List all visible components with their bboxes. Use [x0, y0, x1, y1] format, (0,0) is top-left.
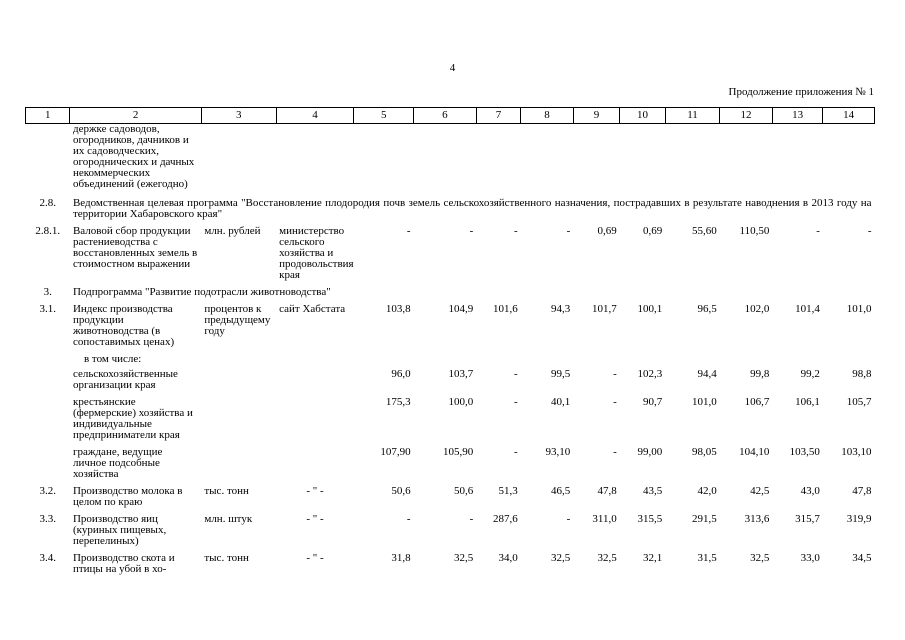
value-cell	[414, 124, 477, 191]
table-row	[26, 281, 875, 298]
value-cell	[665, 124, 720, 191]
unit-cell	[201, 391, 276, 441]
row-number	[26, 124, 70, 191]
value-cell: 106,7	[744, 396, 770, 408]
value-cell: 47,8	[597, 485, 617, 497]
unit-cell: млн. рублей	[204, 225, 261, 237]
indicator-name: граждане, ведущие личное подсобные хозяйства	[72, 446, 163, 480]
unit-cell: процентов к предыдущему году	[204, 303, 271, 337]
value-cell: 104,10	[739, 446, 770, 458]
value-cell: 32,5	[597, 552, 617, 564]
value-cell: 291,5	[692, 513, 717, 525]
indicator-name: Валовой сбор продукции растениеводства с восстановленных земель в стоимостном выражении	[72, 225, 198, 270]
table-row	[26, 391, 875, 441]
page-number: 4	[449, 62, 456, 74]
source-cell	[276, 391, 354, 441]
value-cell: -	[613, 368, 617, 380]
value-cell	[354, 348, 414, 365]
value-cell: -	[514, 396, 518, 408]
value-cell: 102,0	[744, 303, 770, 315]
value-cell: 47,8	[852, 485, 872, 497]
value-cell	[476, 124, 520, 191]
value-cell: 101,6	[492, 303, 518, 315]
value-cell	[620, 348, 665, 365]
source-cell: сайт Хабстата	[279, 303, 346, 315]
value-cell: 94,3	[551, 303, 571, 315]
value-cell: 103,8	[385, 303, 411, 315]
value-cell: -	[816, 225, 820, 237]
value-cell: 99,5	[551, 368, 571, 380]
header-cell: 7	[476, 108, 520, 124]
row-number: 3.	[43, 286, 52, 298]
value-cell: 99,8	[750, 368, 770, 380]
value-cell: 0,69	[597, 225, 617, 237]
value-cell: 34,0	[498, 552, 518, 564]
value-cell	[521, 124, 574, 191]
indicator-name: Индекс производства продукции животноводства (в сопоставимых ценах)	[72, 303, 175, 348]
value-cell: -	[406, 513, 411, 525]
value-cell: 32,5	[750, 552, 770, 564]
value-cell: 99,2	[800, 368, 820, 380]
value-cell: 103,10	[841, 446, 872, 458]
unit-cell	[201, 365, 276, 391]
value-cell: 96,0	[391, 368, 411, 380]
value-cell: 287,6	[492, 513, 518, 525]
value-cell: -	[867, 225, 872, 237]
row-number: 3.4.	[39, 552, 56, 564]
indicator-name: в том числе:	[83, 353, 142, 365]
header-cell: 3	[201, 108, 276, 124]
value-cell: -	[406, 225, 411, 237]
value-cell: 319,9	[846, 513, 872, 525]
table-row	[26, 220, 875, 281]
value-cell: 33,0	[800, 552, 820, 564]
value-cell: 32,5	[453, 552, 474, 564]
value-cell: 105,90	[442, 446, 474, 458]
header-cell: 4	[276, 108, 354, 124]
unit-cell: млн. штук	[204, 513, 253, 525]
indicator-name: Производство скота и птицы на убой в хо-	[72, 552, 175, 575]
value-cell: 43,5	[642, 485, 663, 497]
value-cell: -	[469, 225, 474, 237]
value-cell: 40,1	[551, 396, 571, 408]
table-row	[26, 508, 875, 547]
source-cell	[276, 348, 354, 365]
value-cell	[823, 348, 875, 365]
table-row	[26, 365, 875, 391]
value-cell	[823, 124, 875, 191]
value-cell: 313,6	[744, 513, 770, 525]
value-cell	[720, 124, 773, 191]
value-cell	[665, 348, 720, 365]
value-cell: 90,7	[642, 396, 663, 408]
header-cell: 10	[620, 108, 665, 124]
source-cell: - " -	[306, 552, 324, 564]
value-cell: 51,3	[498, 485, 518, 497]
unit-cell	[201, 441, 276, 480]
unit-cell	[201, 348, 276, 365]
value-cell: 107,90	[380, 446, 411, 458]
source-cell	[276, 441, 354, 480]
value-cell: 100,0	[448, 396, 474, 408]
value-cell: 96,5	[697, 303, 717, 315]
value-cell: -	[469, 513, 474, 525]
table-row	[26, 124, 875, 191]
value-cell: 55,60	[692, 225, 717, 237]
value-cell	[772, 348, 823, 365]
row-number	[26, 365, 70, 391]
value-cell	[414, 348, 477, 365]
row-number	[26, 391, 70, 441]
header-cell: 14	[823, 108, 875, 124]
header-cell: 2	[70, 108, 201, 124]
value-cell: 32,5	[551, 552, 571, 564]
source-cell: - " -	[306, 485, 324, 497]
value-cell: 102,3	[637, 368, 663, 380]
table-row	[26, 441, 875, 480]
table-row	[26, 190, 875, 220]
value-cell	[476, 348, 520, 365]
row-number: 2.8.	[39, 197, 56, 209]
row-number: 3.2.	[39, 485, 56, 497]
value-cell: -	[566, 225, 571, 237]
source-cell: - " -	[306, 513, 324, 525]
indicator-name: Производство молока в целом по краю	[72, 485, 183, 508]
value-cell: -	[566, 513, 571, 525]
value-cell: 46,5	[551, 485, 571, 497]
header-cell: 8	[521, 108, 574, 124]
source-cell	[276, 124, 354, 191]
value-cell	[354, 124, 414, 191]
continuation-note: Продолжение приложения № 1	[728, 86, 874, 98]
unit-cell: тыс. тонн	[204, 552, 249, 564]
indicator-name: крестьянские (фермерские) хозяйства и индивидуальные предприниматели края	[72, 396, 193, 441]
unit-cell	[201, 124, 276, 191]
row-number: 3.1.	[39, 303, 56, 315]
table-row	[26, 480, 875, 508]
value-cell	[772, 124, 823, 191]
value-cell: -	[613, 396, 617, 408]
value-cell: 103,7	[448, 368, 474, 380]
value-cell: 106,1	[795, 396, 820, 408]
value-cell: 101,0	[846, 303, 872, 315]
indicator-name: держке садоводов, огородников, дачников и их садоводческих, огороднических и дачных некоммерческих объединений (ежегодно)	[72, 123, 195, 190]
table-row	[26, 348, 875, 365]
header-cell: 11	[665, 108, 720, 124]
header-cell: 9	[573, 108, 619, 124]
indicators-table	[25, 107, 875, 575]
header-row	[26, 108, 875, 124]
row-number	[26, 441, 70, 480]
table-row	[26, 547, 875, 575]
value-cell: -	[514, 368, 518, 380]
value-cell: 34,5	[852, 552, 872, 564]
value-cell	[720, 348, 773, 365]
value-cell: 50,6	[391, 485, 411, 497]
indicator-name: Производство яиц (куриных пищевых, перепелиных)	[72, 513, 167, 547]
section-title: Ведомственная целевая программа "Восстановление плодородия почв земель сельскохозяйственного назначения, пострадавших в результате наводнения в 2013 году на территории Хабаровского края"	[72, 197, 872, 220]
value-cell: 101,7	[591, 303, 617, 315]
value-cell: 103,50	[789, 446, 820, 458]
header-cell: 12	[720, 108, 773, 124]
value-cell: 100,1	[637, 303, 663, 315]
value-cell: 0,69	[642, 225, 663, 237]
value-cell: 105,7	[846, 396, 872, 408]
row-number	[26, 348, 70, 365]
value-cell: 110,50	[739, 225, 770, 237]
value-cell: 99,00	[637, 446, 663, 458]
value-cell: 104,9	[448, 303, 474, 315]
value-cell: 31,5	[697, 552, 717, 564]
value-cell: 94,4	[697, 368, 717, 380]
value-cell: 315,5	[637, 513, 663, 525]
value-cell: -	[613, 446, 617, 458]
source-cell: министерство сельского хозяйства и продовольствия края	[279, 225, 354, 281]
value-cell: 315,7	[795, 513, 820, 525]
value-cell	[573, 348, 619, 365]
value-cell: 50,6	[453, 485, 474, 497]
section-title: Подпрограмма "Развитие подотрасли животноводства"	[72, 286, 331, 298]
header-cell: 1	[26, 108, 70, 124]
value-cell: 98,05	[692, 446, 717, 458]
header-cell: 6	[414, 108, 477, 124]
row-number: 2.8.1.	[35, 225, 61, 237]
value-cell: 98,8	[852, 368, 872, 380]
value-cell: 311,0	[592, 513, 617, 525]
value-cell	[620, 124, 665, 191]
value-cell: 32,1	[642, 552, 663, 564]
table-row	[26, 298, 875, 348]
unit-cell: тыс. тонн	[204, 485, 249, 497]
value-cell: 42,5	[750, 485, 770, 497]
value-cell: 43,0	[800, 485, 820, 497]
value-cell: 93,10	[545, 446, 571, 458]
value-cell: 42,0	[697, 485, 717, 497]
value-cell: 101,0	[692, 396, 717, 408]
value-cell	[521, 348, 574, 365]
header-cell: 13	[772, 108, 823, 124]
source-cell	[276, 365, 354, 391]
header-cell: 5	[354, 108, 414, 124]
table-body	[26, 124, 875, 576]
value-cell: -	[514, 446, 518, 458]
value-cell	[573, 124, 619, 191]
value-cell: 31,8	[391, 552, 411, 564]
value-cell: 175,3	[385, 396, 411, 408]
indicator-name: сельскохозяйственные организации края	[72, 368, 178, 391]
value-cell: -	[514, 225, 518, 237]
row-number: 3.3.	[39, 513, 56, 525]
value-cell: 101,4	[795, 303, 820, 315]
